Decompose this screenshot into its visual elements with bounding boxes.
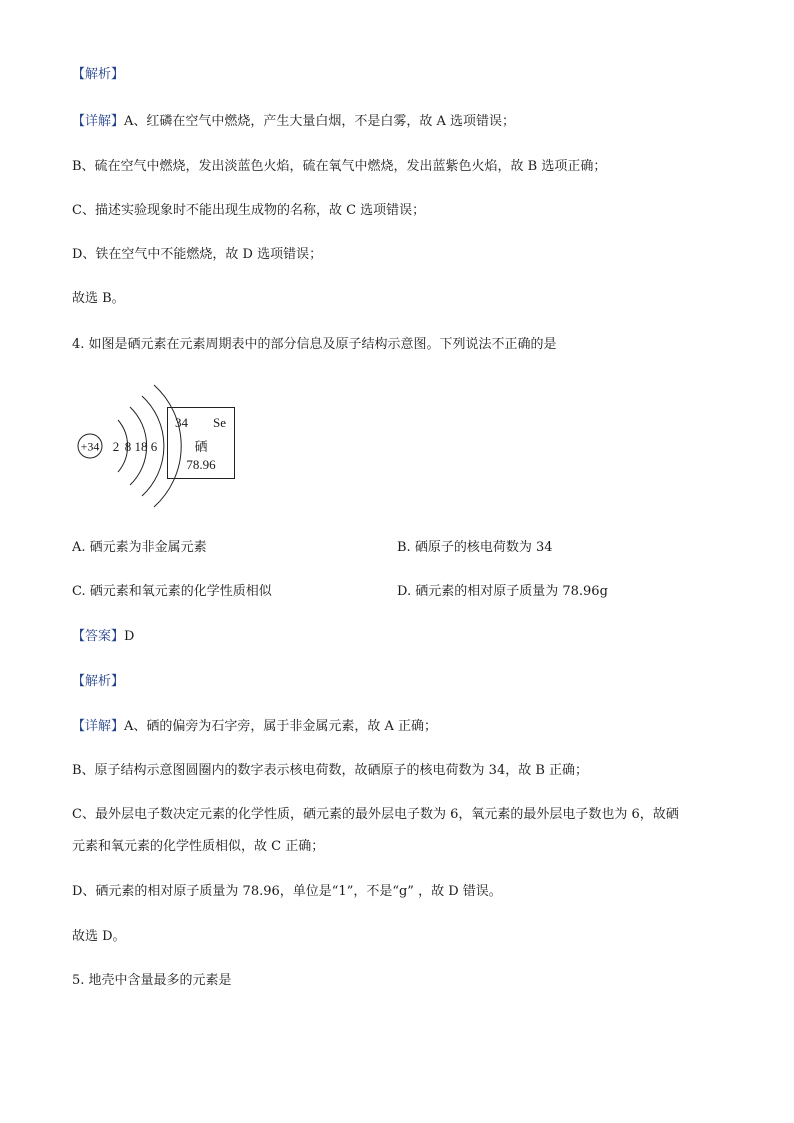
detail-line-b: B、硫在空气中燃烧，发出淡蓝色火焰，硫在氧气中燃烧，发出蓝紫色火焰，故 B 选项正确； bbox=[72, 159, 607, 174]
q4-detail-line-b: B、原子结构示意图圆圈内的数字表示核电荷数，故硒原子的核电荷数为 34，故 B 正确； bbox=[72, 763, 589, 778]
shell-electrons-3: 18 bbox=[134, 439, 148, 454]
question-4-stem: 4. 如图是硒元素在元素周期表中的部分信息及原子结构示意图。下列说法不正确的是 bbox=[72, 337, 557, 352]
detail-tag: 【详解】 bbox=[72, 114, 125, 129]
detail-line-c: C、描述实验现象时不能出现生成物的名称，故 C 选项错误； bbox=[72, 203, 426, 218]
q4-detail-tag: 【详解】 bbox=[72, 719, 125, 734]
option-c: C. 硒元素和氧元素的化学性质相似 bbox=[72, 584, 272, 599]
shell-electrons-2: 8 bbox=[124, 439, 132, 454]
element-name: 硒 bbox=[194, 439, 208, 454]
answer-value: D bbox=[124, 629, 135, 644]
analysis-heading-q4: 【解析】 bbox=[72, 674, 125, 689]
q4-conclusion: 故选 D。 bbox=[72, 929, 126, 944]
q4-detail-line-a bbox=[72, 718, 437, 736]
element-symbol: Se bbox=[213, 415, 226, 430]
shell-electrons-4: 6 bbox=[150, 439, 158, 454]
answer-tag: 【答案】 bbox=[72, 629, 125, 644]
atomic-mass: 78.96 bbox=[186, 457, 216, 472]
option-d: D. 硒元素的相对原子质量为 78.96g bbox=[397, 584, 608, 599]
question-5-stem: 5. 地壳中含量最多的元素是 bbox=[72, 973, 232, 988]
analysis-heading: 【解析】 bbox=[72, 67, 125, 82]
answer-line bbox=[72, 628, 134, 646]
conclusion: 故选 B。 bbox=[72, 291, 125, 306]
option-b: B. 硒原子的核电荷数为 34 bbox=[397, 540, 553, 555]
atomic-number: 34 bbox=[175, 415, 188, 430]
detail-line-a bbox=[72, 113, 515, 131]
detail-line-d: D、铁在空气中不能燃烧，故 D 选项错误； bbox=[72, 247, 323, 262]
shell-electrons-1: 2 bbox=[112, 439, 120, 454]
q4-detail-line-c2: 元素和氧元素的化学性质相似，故 C 正确； bbox=[72, 839, 325, 854]
nucleus-charge: +34 bbox=[80, 439, 100, 454]
q4-detail-text-a: A、硒的偏旁为石字旁，属于非金属元素，故 A 正确； bbox=[124, 719, 438, 734]
periodic-table-cell bbox=[167, 407, 235, 479]
detail-text-a: A、红磷在空气中燃烧，产生大量白烟，不是白雾，故 A 选项错误； bbox=[124, 114, 516, 129]
option-a: A. 硒元素为非金属元素 bbox=[72, 540, 207, 555]
q4-detail-line-c1: C、最外层电子数决定元素的化学性质，硒元素的最外层电子数为 6，氧元素的最外层电子数也为 6，故硒 bbox=[72, 807, 679, 822]
q4-detail-line-d: D、硒元素的相对原子质量为 78.96，单位是“1”，不是“g” ，故 D 错误。 bbox=[72, 884, 502, 899]
